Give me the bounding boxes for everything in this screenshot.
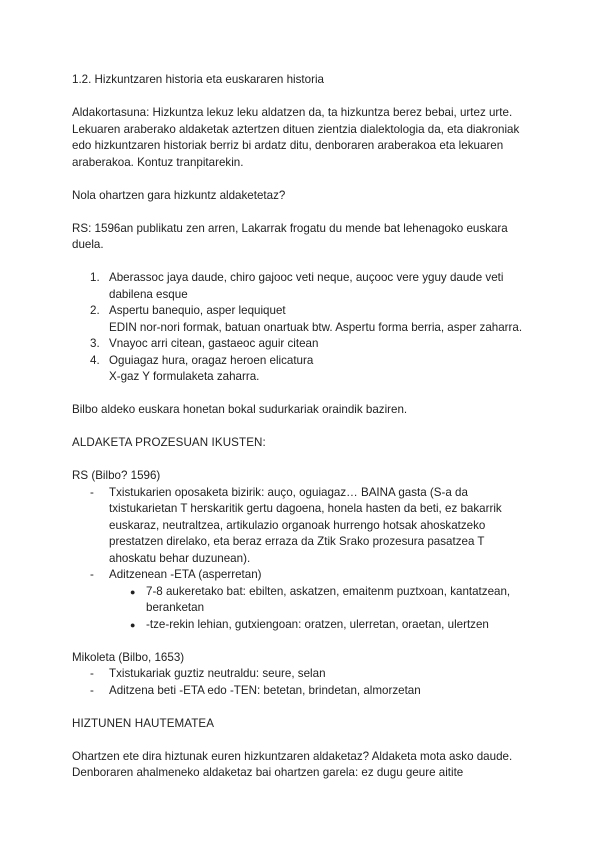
bilbo-note-paragraph: Bilbo aldeko euskara honetan bokal sudurkariak oraindik baziren. — [72, 403, 408, 416]
list-item-text: Aditzena beti -ETA edo -TEN: betetan, brindetan, almorzetan — [109, 683, 421, 697]
list-item-text: Oguiagaz hura, oragaz heroen elicatura — [109, 353, 314, 367]
closing-paragraph: Ohartzen ete dira hiztunak euren hizkuntzaren aldaketaz? Aldaketa mota asko daude. Denboraren ahalmeneko aldaketaz bai ohartzen garela: ez dugu geure aitite — [72, 749, 513, 779]
list-item — [72, 567, 528, 584]
list-number: 1. — [90, 271, 100, 284]
dash-bullet: - — [90, 667, 94, 680]
rs-intro-paragraph: RS: 1596an publikatu zen arren, Lakarrak frogatu du mende bat lehenagoko euskara duela. — [72, 221, 508, 251]
list-item — [72, 353, 528, 386]
section-heading-aldaketa: ALDAKETA PROZESUAN IKUSTEN: — [72, 436, 266, 449]
dash-bullet: - — [90, 485, 94, 499]
list-item — [72, 485, 528, 568]
question-paragraph: Nola ohartzen gara hizkuntz aldaketetaz? — [72, 188, 286, 202]
bullet-dot: ● — [130, 619, 136, 630]
rs-list — [72, 485, 528, 584]
list-number: 3. — [90, 337, 100, 350]
list-item-text: X-gaz Y formulaketa zaharra. — [109, 370, 260, 383]
rs-sublist — [72, 584, 528, 634]
mikoleta-heading: Mikoleta (Bilbo, 1653) — [72, 650, 185, 664]
list-number: 4. — [90, 353, 100, 367]
numbered-list — [72, 270, 528, 386]
list-number: 2. — [90, 304, 100, 317]
list-item-text: 7-8 aukeretako bat: ebilten, askatzen, emaitenm puztxoan, kantatzean, beranketan — [146, 584, 511, 614]
list-item — [72, 270, 528, 303]
list-item-text: -tze-rekin lehian, gutxiengoan: oratzen, ulerretan, oraetan, ulertzen — [146, 617, 489, 631]
list-item-text: Txistukariak guztiz neutraldu: seure, selan — [109, 667, 326, 680]
list-item-text: Vnayoc arri citean, gastaeoc aguir citean — [109, 337, 319, 350]
list-item — [72, 683, 528, 700]
mikoleta-list — [72, 666, 528, 699]
list-item-text: Aditzenean -ETA (asperretan) — [109, 568, 262, 581]
dash-bullet: - — [90, 683, 94, 697]
list-item — [72, 584, 528, 617]
list-item-text: EDIN nor-nori formak, batuan onartuak btw. Aspertu forma berria, asper zaharra. — [109, 320, 523, 334]
page-title: 1.2. Hizkuntzaren historia eta euskararen historia — [72, 73, 324, 86]
list-item-text: Txistukarien oposaketa bizirik: auço, oguiagaz… BAINA gasta (S-a da txistukarietan T herskaritik gertu dagoena, honela hasten da beti, ez bakarrik euskaraz, neutraltzea, artikulazio organoak hurrengo hotsak ahoskatzeko prestatzen direlako, eta beraz erraza da Ztik Srako prozesura pasatzea T ahoskatu behar duzunean). — [109, 485, 502, 565]
list-item-text: Aberassoc jaya daude, chiro gajooc veti neque, auçooc vere yguy daude veti dabilena esque — [109, 271, 504, 301]
section-heading-hiztunen: HIZTUNEN HAUTEMATEA — [72, 716, 215, 730]
list-item — [72, 336, 528, 353]
intro-paragraph: Aldakortasuna: Hizkuntza lekuz leku aldatzen da, ta hizkuntza berez bebai, urtez urte. Lekuaren araberako aldaketak aztertzen dituen zientzia dialektologia da, eta diakroniak edo hizkuntzaren historiak berriz bi ardatz ditu, denboraren araberakoa eta lekuaren araberakoa. Kontuz tranpitarekin. — [72, 106, 520, 169]
dash-bullet: - — [90, 568, 94, 581]
bullet-dot: ● — [130, 586, 136, 597]
list-item — [72, 666, 528, 683]
list-item — [72, 303, 528, 336]
list-item — [72, 617, 528, 634]
rs-heading: RS (Bilbo? 1596) — [72, 469, 161, 482]
list-item-text: Aspertu banequio, asper lequiquet — [109, 304, 286, 317]
